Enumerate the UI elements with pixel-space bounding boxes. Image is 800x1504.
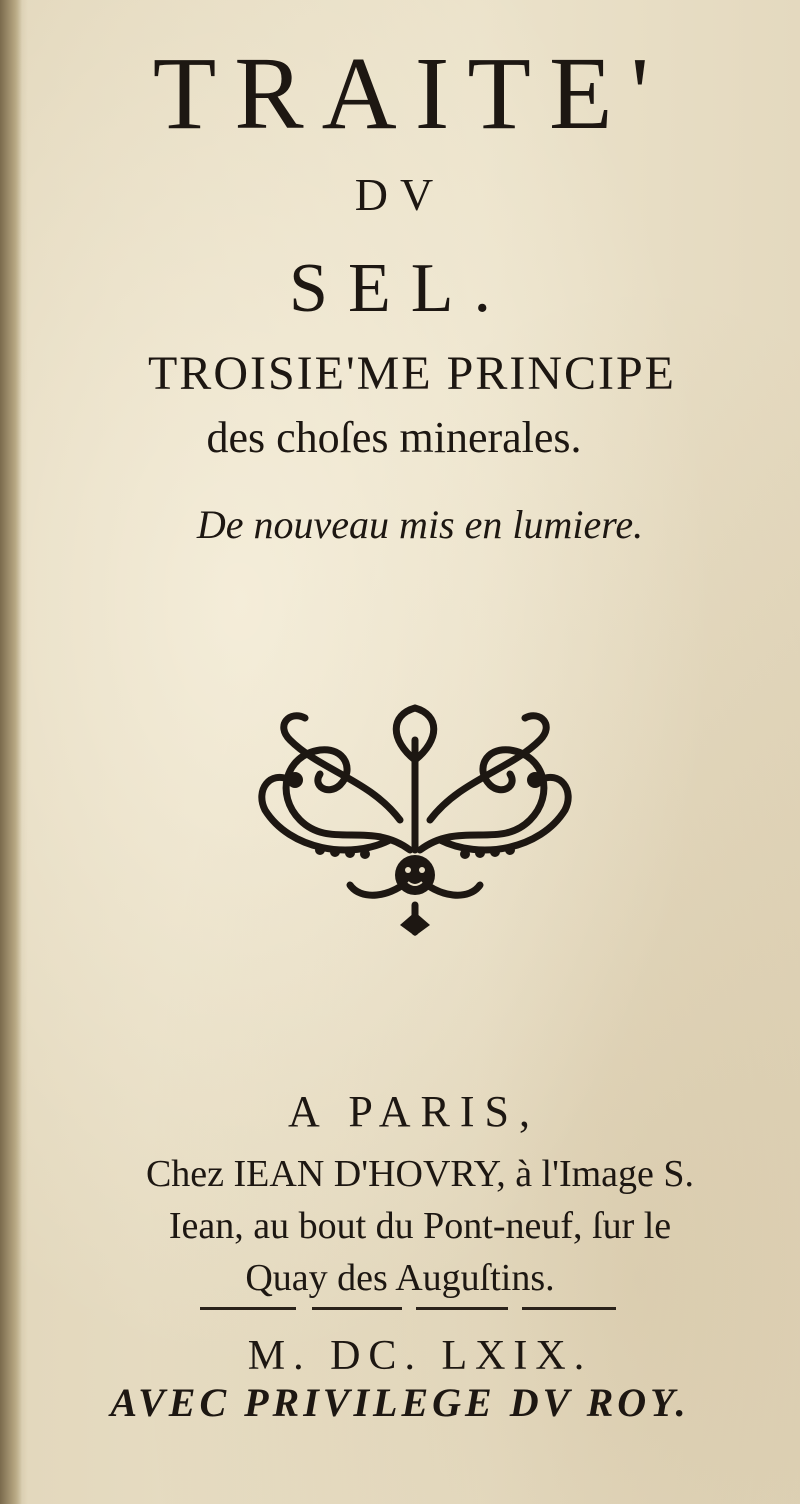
imprint-line-3: Quay des Auguſtins. <box>245 1257 555 1299</box>
publication-year: M. DC. LXIX. <box>247 1333 593 1379</box>
tagline: De nouveau mis en lumiere. <box>196 502 644 547</box>
imprint-line-1: Chez IEAN D'HOVRY, à l'Image S. <box>145 1153 695 1195</box>
royal-privilege: AVEC PRIVILEGE DV ROY. <box>110 1380 690 1425</box>
subtitle-line-2: des choſes minerales. <box>206 413 582 462</box>
title-sel: SEL. <box>289 250 511 327</box>
subtitle: TROISIE'ME PRINCIPE <box>147 347 676 400</box>
floral-head-ornament-icon <box>250 700 580 936</box>
ornamental-rule <box>200 1307 616 1310</box>
imprint-place: A PARIS, <box>287 1087 541 1136</box>
imprint-line-2: Iean, au bout du Pont-neuf, ſur le <box>168 1205 672 1247</box>
book-title: TRAITE' <box>152 36 668 151</box>
title-du: DV <box>354 169 446 220</box>
